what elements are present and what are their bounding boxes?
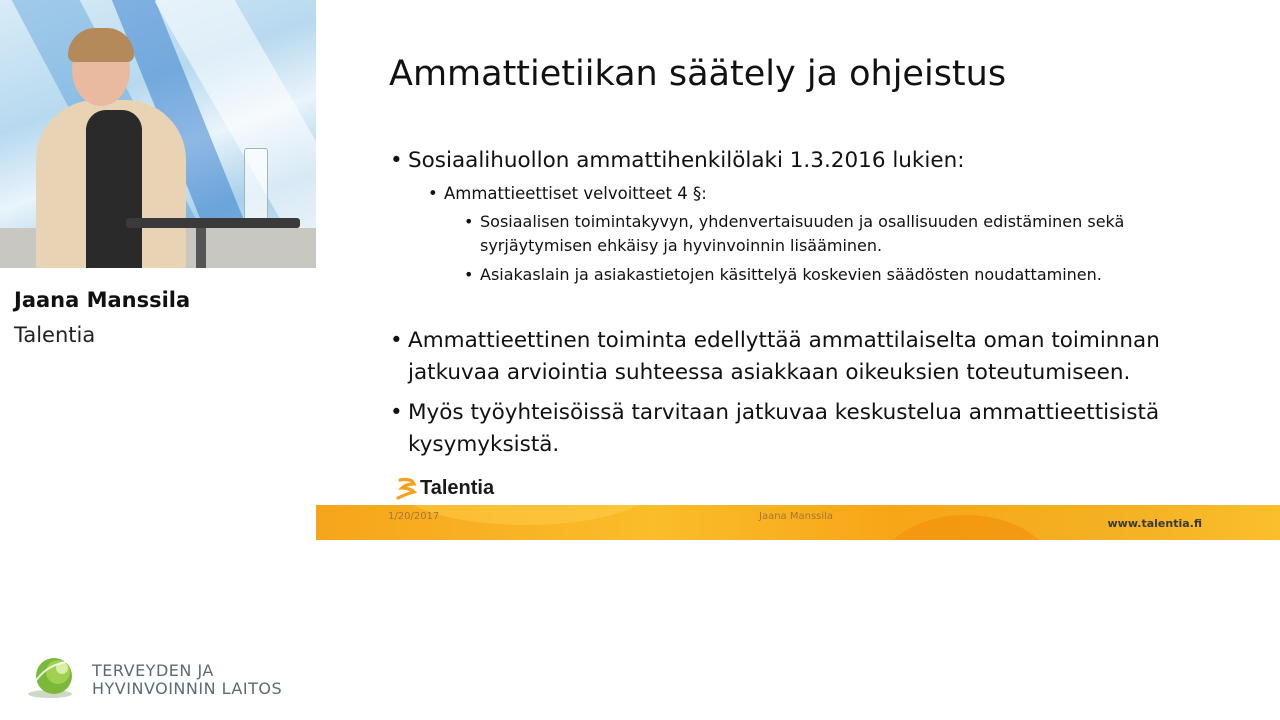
- speaker-organization: Talentia: [14, 323, 96, 347]
- talentia-logo-text: Talentia: [420, 476, 495, 499]
- bullet-dot: •: [390, 148, 403, 173]
- slide-title: Ammattietiikan säätely ja ohjeistus: [389, 54, 1007, 94]
- footer-date: 1/20/2017: [388, 511, 440, 522]
- talentia-logo-icon: [396, 476, 418, 500]
- footer-decoration: [876, 515, 1056, 540]
- bullet-level1: [390, 325, 1160, 389]
- slide-footer-band: [316, 505, 1280, 540]
- speaker-name: Jaana Manssila: [14, 288, 191, 312]
- thl-logo-icon: [24, 654, 84, 700]
- speaker-vest: [86, 110, 142, 268]
- thl-logo-text: [92, 662, 282, 698]
- bullet-level1: [390, 397, 1160, 461]
- bullet-text: Sosiaalisen toimintakyvyn, yhdenvertaisuuden ja osallisuuden edistäminen sekä: [480, 212, 1125, 231]
- bullet-dot: •: [390, 400, 403, 425]
- footer-presenter: Jaana Manssila: [759, 511, 834, 522]
- bullet-dot: •: [390, 328, 403, 353]
- bullet-text: Sosiaalihuollon ammattihenkilölaki 1.3.2016 lukien:: [408, 148, 965, 173]
- bullet-text: Ammattieettinen toiminta edellyttää ammattilaiselta oman toiminnan: [408, 328, 1160, 353]
- bullet-text: kysymyksistä.: [408, 432, 560, 457]
- water-carafe: [244, 148, 268, 220]
- speaker-video: [0, 0, 316, 268]
- podium: [126, 218, 300, 228]
- bullet-dot: •: [464, 212, 474, 231]
- presentation-slide: [316, 0, 1280, 540]
- bullet-level3: [464, 263, 1102, 287]
- bullet-text: Ammattieettiset velvoitteet 4 §:: [444, 184, 707, 203]
- bullet-level2: [428, 182, 707, 206]
- bullet-text: jatkuvaa arviointia suhteessa asiakkaan oikeuksien toteutumiseen.: [408, 360, 1131, 385]
- speaker-hair: [68, 28, 134, 62]
- thl-logo-line1: TERVEYDEN JA: [92, 661, 214, 680]
- bullet-level3: [464, 210, 1125, 258]
- bullet-dot: •: [428, 184, 438, 203]
- bullet-level1: [390, 145, 965, 177]
- footer-url: www.talentia.fi: [1107, 517, 1202, 530]
- bullet-text: Myös työyhteisöissä tarvitaan jatkuvaa keskustelua ammattieettisistä: [408, 400, 1160, 425]
- bullet-dot: •: [464, 265, 474, 284]
- talentia-logo: [396, 474, 494, 502]
- thl-logo-line2: HYVINVOINNIN LAITOS: [92, 679, 283, 698]
- bullet-text: syrjäytymisen ehkäisy ja hyvinvoinnin lisääminen.: [480, 236, 883, 255]
- podium-stem: [196, 228, 206, 268]
- bullet-text: Asiakaslain ja asiakastietojen käsittelyä koskevien säädösten noudattaminen.: [480, 265, 1102, 284]
